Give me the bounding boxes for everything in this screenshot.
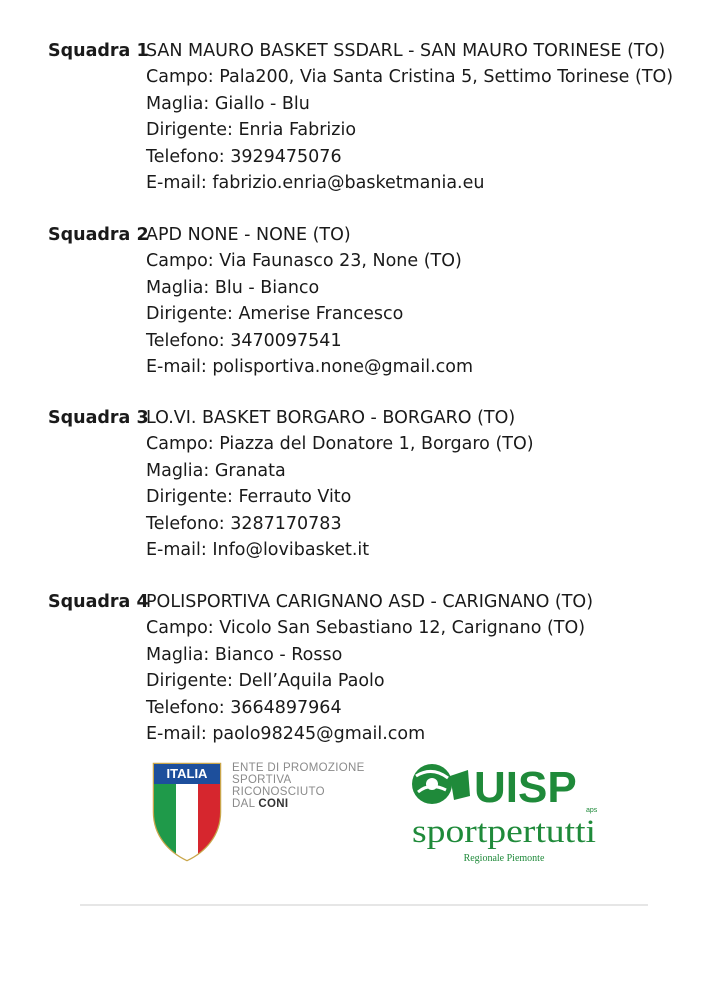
team-dirigente: Dirigente: Dell’Aquila Paolo: [146, 671, 385, 692]
team-block-1: [48, 38, 673, 196]
team-email: E-mail: paolo98245@gmail.com: [146, 724, 426, 745]
team-dirigente: Dirigente: Ferrauto Vito: [146, 487, 352, 508]
uisp-emblem-icon: [412, 764, 470, 804]
team-email: E-mail: fabrizio.enria@basketmania.eu: [146, 173, 485, 194]
team-dirigente: Dirigente: Amerise Francesco: [146, 304, 404, 325]
sportpertutti-wordmark: sportpertutti: [412, 814, 596, 850]
team-campo: Campo: Piazza del Donatore 1, Borgaro (TO): [146, 434, 534, 455]
uisp-logo: [410, 756, 600, 868]
team-telefono: Telefono: 3287170783: [146, 513, 342, 534]
team-name: POLISPORTIVA CARIGNANO ASD - CARIGNANO (TO): [146, 592, 594, 612]
team-maglia: Maglia: Granata: [146, 460, 286, 481]
team-name: SAN MAURO BASKET SSDARL - SAN MAURO TORINESE (TO): [146, 41, 666, 61]
team-campo: Campo: Vicolo San Sebastiano 12, Carignano (TO): [146, 618, 586, 639]
coni-bold: CONI: [258, 798, 289, 810]
team-telefono: Telefono: 3470097541: [146, 330, 342, 351]
team-telefono: Telefono: 3929475076: [146, 146, 342, 167]
regionale-piemonte: Regionale Piemonte: [463, 853, 545, 864]
team-name: APD NONE - NONE (TO): [146, 225, 351, 245]
team-block-2: [48, 222, 473, 380]
team-label: Squadra 3: [48, 408, 149, 428]
team-email: E-mail: polisportiva.none@gmail.com: [146, 357, 474, 378]
team-block-3: [48, 405, 534, 563]
uisp-wordmark: UISP: [474, 763, 577, 812]
italia-shield-logo: [150, 760, 224, 862]
team-campo: Campo: Via Faunasco 23, None (TO): [146, 251, 462, 272]
team-name: LO.VI. BASKET BORGARO - BORGARO (TO): [146, 408, 516, 428]
team-campo: Campo: Pala200, Via Santa Cristina 5, Settimo Torinese (TO): [146, 67, 674, 88]
team-label: Squadra 1: [48, 41, 149, 61]
team-dirigente: Dirigente: Enria Fabrizio: [146, 120, 357, 141]
team-maglia: Maglia: Bianco - Rosso: [146, 644, 343, 665]
coni-line: SPORTIVA: [232, 774, 292, 786]
coni-dal: DAL: [232, 798, 255, 810]
coni-line: ENTE DI PROMOZIONE: [232, 762, 365, 774]
team-label: Squadra 2: [48, 225, 149, 245]
coni-line: RICONOSCIUTO: [232, 786, 325, 798]
italia-label: ITALIA: [166, 766, 208, 781]
team-maglia: Maglia: Blu - Bianco: [146, 277, 320, 298]
footer-logos: [80, 752, 648, 906]
team-label: Squadra 4: [48, 592, 149, 612]
coni-text: [232, 762, 365, 810]
team-block-4: [48, 589, 593, 747]
coni-line: [232, 798, 365, 810]
team-email: E-mail: Info@lovibasket.it: [146, 540, 370, 561]
uisp-aps: aps: [586, 807, 598, 814]
team-maglia: Maglia: Giallo - Blu: [146, 93, 310, 114]
team-telefono: Telefono: 3664897964: [146, 697, 342, 718]
